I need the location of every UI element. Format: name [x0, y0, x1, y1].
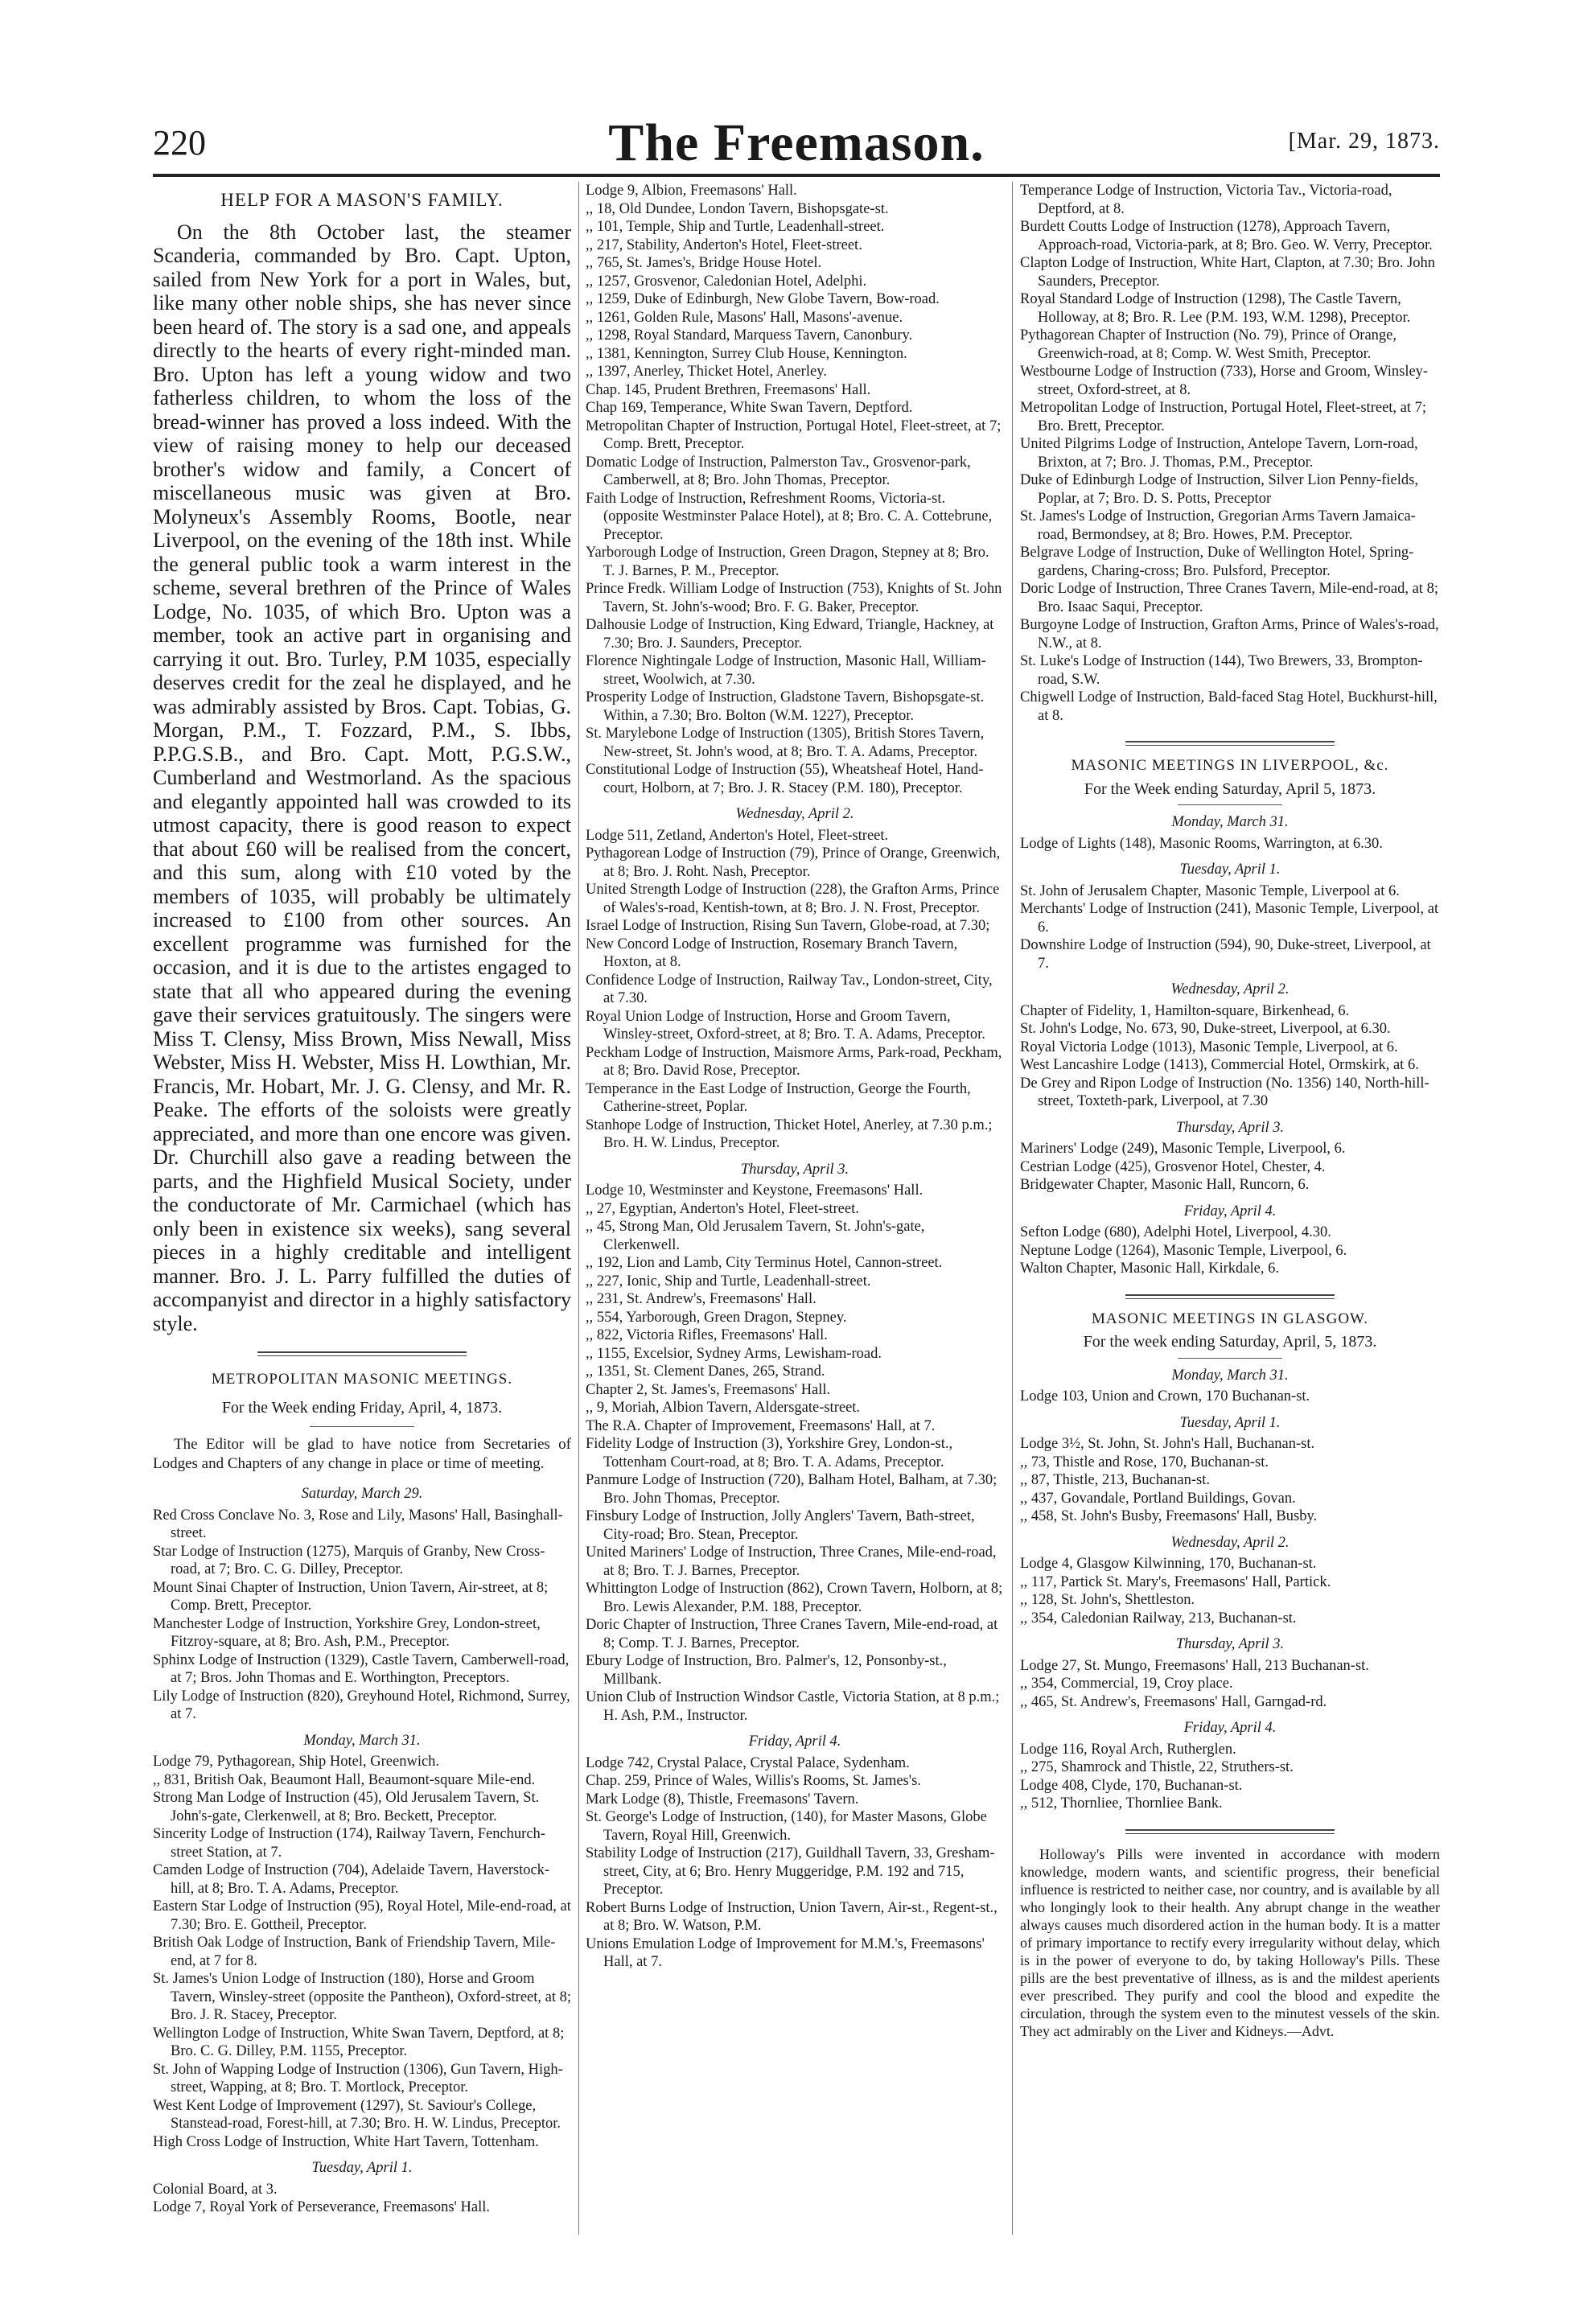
meeting-entry: Camden Lodge of Instruction (704), Adelaide Tavern, Haverstock-hill, at 8; Bro. T. A. Adams, Preceptor. — [153, 1862, 550, 1897]
meeting-entry: Lodge 103, Union and Crown, 170 Buchanan-st. — [1020, 1388, 1310, 1404]
section-divider — [1125, 741, 1335, 746]
meeting-entry: Royal Standard Lodge of Instruction (1298), The Castle Tavern, Holloway, at 8; Bro. R. Lee (P.M. 193, W.M. 1298), Preceptor. — [1020, 291, 1411, 326]
meeting-entry: ,, 192, Lion and Lamb, City Terminus Hotel, Cannon-street. — [586, 1255, 943, 1271]
day-heading: Tuesday, April 1. — [1179, 862, 1281, 878]
meeting-entry: ,, 18, Old Dundee, London Tavern, Bishopsgate-st. — [586, 200, 889, 217]
section-subheading: For the week ending Saturday, April, 5, 1873. — [1083, 1333, 1377, 1351]
meeting-entry: St. James's Union Lodge of Instruction (180), Horse and Groom Tavern, Winsley-street (opposite the Pantheon), Oxford-street, at 8; Bro. J. R. Stacey, Preceptor. — [153, 1971, 572, 2023]
meeting-entry: Confidence Lodge of Instruction, Railway Tav., London-street, City, at 7.30. — [586, 972, 993, 1006]
meeting-entry: Prosperity Lodge of Instruction, Gladstone Tavern, Bishopsgate-st. Within, a 7.30; Bro. Bolton (W.M. 1227), Preceptor. — [586, 689, 985, 724]
meeting-list — [1020, 1388, 1440, 1406]
meeting-entry: Yarborough Lodge of Instruction, Green Dragon, Stepney at 8; Bro. T. J. Barnes, P. M., Preceptor. — [586, 545, 989, 579]
meeting-entry: Manchester Lodge of Instruction, Yorkshire Grey, London-street, Fitzroy-square, at 8; Bro. Ash, P.M., Preceptor. — [153, 1615, 541, 1650]
meeting-entry: Sefton Lodge (680), Adelphi Hotel, Liverpool, 4.30. — [1020, 1224, 1331, 1240]
meeting-entry: ,, 354, Caledonian Railway, 213, Buchanan-st. — [1020, 1610, 1297, 1627]
meeting-entry: West Kent Lodge of Improvement (1297), St. Saviour's College, Stanstead-road, Forest-hill, at 7.30; Bro. H. W. Lindus, Preceptor. — [153, 2097, 561, 2132]
meeting-entry: Peckham Lodge of Instruction, Maismore Arms, Park-road, Peckham, at 8; Bro. David Rose, Preceptor. — [586, 1044, 1002, 1079]
day-heading: Friday, April 4. — [1183, 1203, 1277, 1219]
day-heading: Wednesday, April 2. — [735, 806, 854, 822]
meeting-entry: Panmure Lodge of Instruction (720), Balham Hotel, Balham, at 7.30; Bro. John Thomas, Preceptor. — [586, 1472, 998, 1507]
issue-date: [Mar. 29, 1873. — [1288, 129, 1440, 154]
meeting-entry: Lodge 9, Albion, Freemasons' Hall. — [586, 183, 797, 199]
meeting-entry: Lodge 10, Westminster and Keystone, Freemasons' Hall. — [586, 1182, 923, 1199]
meeting-entry: Strong Man Lodge of Instruction (45), Old Jerusalem Tavern, St. John's-gate, Clerkenwell, at 8; Bro. Beckett, Preceptor. — [153, 1790, 540, 1824]
meeting-entry: Constitutional Lodge of Instruction (55), Wheatsheaf Hotel, Hand-court, Holborn, at 7; Bro. J. R. Stacey (P.M. 180), Preceptor. — [586, 762, 984, 796]
meeting-entry: Walton Chapter, Masonic Hall, Kirkdale, 6. — [1020, 1261, 1279, 1277]
day-heading: Thursday, April 3. — [1175, 1636, 1285, 1652]
short-divider — [310, 1426, 414, 1427]
meeting-entry: Whittington Lodge of Instruction (862), Crown Tavern, Holborn, at 8; Bro. Lewis Alexander, P.M. 188, Preceptor. — [586, 1581, 1003, 1615]
section-divider — [257, 1351, 467, 1356]
meeting-list — [586, 1182, 1004, 1725]
meeting-entry: British Oak Lodge of Instruction, Bank of Friendship Tavern, Mile-end, at 7 for 8. — [153, 1935, 556, 1969]
meeting-entry: Sphinx Lodge of Instruction (1329), Castle Tavern, Camberwell-road, at 7; Bros. John Thomas and E. Worthington, Preceptors. — [153, 1651, 570, 1686]
meeting-entry: ,, 227, Ionic, Ship and Turtle, Leadenhall-street. — [586, 1273, 871, 1289]
column-divider — [1012, 182, 1013, 2235]
meeting-entry: ,, 73, Thistle and Rose, 170, Buchanan-st. — [1020, 1454, 1269, 1470]
meeting-entry: United Pilgrims Lodge of Instruction, Antelope Tavern, Lorn-road, Brixton, at 7; Bro. J. Thomas, P.M., Preceptor. — [1020, 436, 1418, 471]
meeting-entry: Prince Fredk. William Lodge of Instruction (753), Knights of St. John Tavern, St. John's-wood; Bro. F. G. Baker, Preceptor. — [586, 581, 1002, 615]
meeting-entry: Israel Lodge of Instruction, Rising Sun Tavern, Globe-road, at 7.30; — [586, 918, 990, 934]
meeting-entry: United Mariners' Lodge of Instruction, Three Cranes, Mile-end-road, at 8; Bro. T. J. Barnes, Preceptor. — [586, 1544, 997, 1579]
meeting-entry: Mount Sinai Chapter of Instruction, Union Tavern, Air-street, at 8; Comp. Brett, Preceptor. — [153, 1579, 549, 1614]
meeting-entry: St. John of Wapping Lodge of Instruction (1306), Gun Tavern, High-street, Wapping, at 8; Bro. T. Mortlock, Preceptor. — [153, 2061, 563, 2095]
section-subheading: For the Week ending Friday, April, 4, 1873. — [221, 1398, 503, 1417]
meeting-entry: St. James's Lodge of Instruction, Gregorian Arms Tavern Jamaica-road, Bermondsey, at 8; Bro. Howes, P.M. Preceptor. — [1020, 508, 1416, 543]
meeting-entry: Ebury Lodge of Instruction, Bro. Palmer's, 12, Ponsonby-st., Millbank. — [586, 1653, 947, 1688]
meeting-entry: ,, 1259, Duke of Edinburgh, New Globe Tavern, Bow-road. — [586, 291, 940, 307]
meeting-entry: Lodge 116, Royal Arch, Rutherglen. — [1020, 1741, 1236, 1758]
meeting-entry: ,, 458, St. John's Busby, Freemasons' Hall, Busby. — [1020, 1508, 1318, 1524]
section-heading-glasgow: MASONIC MEETINGS IN GLASGOW. — [1092, 1310, 1368, 1327]
meeting-list — [153, 1507, 571, 1724]
meeting-entry: ,, 128, St. John's, Shettleston. — [1020, 1592, 1195, 1608]
meeting-entry: De Grey and Ripon Lodge of Instruction (No. 1356) 140, North-hill-street, Toxteth-park, Liverpool, at 7.30 — [1020, 1075, 1429, 1109]
day-heading: Friday, April 4. — [1183, 1720, 1277, 1736]
meeting-list — [1020, 1741, 1440, 1813]
meeting-list — [1020, 835, 1440, 853]
meeting-entry: Lodge 79, Pythagorean, Ship Hotel, Greenwich. — [153, 1754, 440, 1770]
meeting-entry: Royal Union Lodge of Instruction, Horse and Groom Tavern, Winsley-street, Oxford-street, at 8; Bro. T. A. Adams, Preceptor. — [586, 1008, 985, 1043]
meeting-entry: Pythagorean Chapter of Instruction (No. 79), Prince of Orange, Greenwich-road, at 8; Comp. W. West Smith, Preceptor. — [1020, 327, 1397, 362]
meeting-entry: Lodge 4, Glasgow Kilwinning, 170, Buchanan-st. — [1020, 1556, 1317, 1572]
day-heading: Monday, March 31. — [303, 1732, 421, 1749]
meeting-entry: Florence Nightingale Lodge of Instruction, Masonic Hall, William-street, Woolwich, at 7.30. — [586, 653, 986, 688]
day-heading: Wednesday, April 2. — [1170, 981, 1290, 997]
section-divider — [1125, 1294, 1335, 1299]
meeting-entry: ,, 822, Victoria Rifles, Freemasons' Hall. — [586, 1327, 828, 1343]
meeting-entry: St. John's Lodge, No. 673, 90, Duke-street, Liverpool, at 6.30. — [1020, 1021, 1391, 1037]
advertisement: Holloway's Pills were invented in accordance with modern knowledge, modern wants, and scientific progress, their beneficial influence is restricted to neither case, nor country, and is available by all who longingly look to their health. Any abrupt change in the weather always causes much disordered action in the human body. It is a matter of primary importance to rectify every irregularity without delay, which is in the power of everyone to do, by taking Holloway's Pills. These pills are the best preventative of illness, as is and the mildest aperients ever prescribed. They purify and cool the blood and expedite the circulation, through the system even to the minutest vessels of the skin. They act admirably on the Liver and Kidneys.—Advt. — [1020, 1845, 1440, 2039]
meeting-entry: Stanhope Lodge of Instruction, Thicket Hotel, Anerley, at 7.30 p.m.; Bro. H. W. Lindus, Preceptor. — [586, 1117, 993, 1151]
meeting-list — [586, 182, 1004, 797]
meeting-entry: St. John of Jerusalem Chapter, Masonic Temple, Liverpool at 6. — [1020, 882, 1400, 899]
meeting-entry: Doric Chapter of Instruction, Three Cranes Tavern, Mile-end-road, at 8; Comp. T. J. Barnes, Preceptor. — [586, 1617, 998, 1651]
masthead — [153, 113, 1440, 177]
meeting-entry: Temperance in the East Lodge of Instruction, George the Fourth, Catherine-street, Poplar. — [586, 1080, 971, 1115]
meeting-entry: Lodge 3½, St. John, St. John's Hall, Buchanan-st. — [1020, 1436, 1315, 1452]
meeting-entry: Clapton Lodge of Instruction, White Hart, Clapton, at 7.30; Bro. John Saunders, Preceptor. — [1020, 255, 1436, 290]
meeting-entry: ,, 1261, Golden Rule, Masons' Hall, Masons'-avenue. — [586, 309, 903, 326]
meeting-entry: Mariners' Lodge (249), Masonic Temple, Liverpool, 6. — [1020, 1141, 1346, 1157]
short-divider — [1178, 804, 1282, 805]
meeting-entry: Mark Lodge (8), Thistle, Freemasons' Tavern. — [586, 1791, 859, 1808]
meeting-entry: Eastern Star Lodge of Instruction (95), Royal Hotel, Mile-end-road, at 7.30; Bro. E. Gottheil, Preceptor. — [153, 1898, 571, 1933]
day-heading: Thursday, April 3. — [740, 1161, 849, 1178]
meeting-entry: ,, 437, Govandale, Portland Buildings, Govan. — [1020, 1490, 1296, 1507]
meeting-entry: ,, 1351, St. Clement Danes, 265, Strand. — [586, 1363, 825, 1380]
meeting-entry: ,, 45, Strong Man, Old Jerusalem Tavern, St. John's-gate, Clerkenwell. — [586, 1219, 925, 1253]
meeting-entry: Pythagorean Lodge of Instruction (79), Prince of Orange, Greenwich, at 8; Bro. J. Roht. Nash, Preceptor. — [586, 845, 1001, 880]
meeting-list — [1020, 182, 1440, 725]
section-heading-liverpool: MASONIC MEETINGS IN LIVERPOOL, &c. — [1071, 757, 1389, 774]
meeting-entry: ,, 9, Moriah, Albion Tavern, Aldersgate-street. — [586, 1400, 861, 1416]
page-number: 220 — [153, 123, 206, 162]
meeting-entry: Chap 169, Temperance, White Swan Tavern, Deptford. — [586, 400, 913, 416]
meeting-entry: ,, 1257, Grosvenor, Caledonian Hotel, Adelphi. — [586, 273, 867, 290]
meeting-entry: Sincerity Lodge of Instruction (174), Railway Tavern, Fenchurch-street Station, at 7. — [153, 1826, 545, 1861]
short-divider — [1178, 1358, 1282, 1359]
meeting-list — [586, 827, 1004, 1153]
meeting-entry: Belgrave Lodge of Instruction, Duke of Wellington Hotel, Spring-gardens, Charing-cross; Bro. Pulsford, Preceptor. — [1020, 545, 1414, 579]
column-2 — [586, 182, 1004, 1972]
meeting-entry: ,, 1397, Anerley, Thicket Hotel, Anerley. — [586, 364, 827, 380]
meeting-entry: ,, 117, Partick St. Mary's, Freemasons' Hall, Partick. — [1020, 1573, 1331, 1590]
meeting-entry: St. George's Lodge of Instruction, (140), for Master Masons, Globe Tavern, Royal Hill, Greenwich. — [586, 1809, 987, 1844]
masthead-rule — [153, 174, 1440, 177]
meeting-entry: Doric Lodge of Instruction, Three Cranes Tavern, Mile-end-road, at 8; Bro. Isaac Saqui, Preceptor. — [1020, 581, 1438, 615]
meeting-entry: West Lancashire Lodge (1413), Commercial Hotel, Ormskirk, at 6. — [1020, 1057, 1419, 1073]
meeting-entry: Royal Victoria Lodge (1013), Masonic Temple, Liverpool, at 6. — [1020, 1038, 1398, 1055]
meeting-entry: Metropolitan Chapter of Instruction, Portugal Hotel, Fleet-street, at 7; Comp. Brett, Preceptor. — [586, 417, 1002, 452]
meeting-entry: Lodge 511, Zetland, Anderton's Hotel, Fleet-street. — [586, 827, 889, 844]
meeting-entry: Metropolitan Lodge of Instruction, Portugal Hotel, Fleet-street, at 7; Bro. Brett, Preceptor. — [1020, 400, 1427, 434]
meeting-entry: Lodge 7, Royal York of Perseverance, Freemasons' Hall. — [153, 2199, 490, 2215]
column-1 — [153, 182, 571, 2217]
meeting-entry: High Cross Lodge of Instruction, White Hart Tavern, Tottenham. — [153, 2133, 539, 2150]
meeting-entry: Domatic Lodge of Instruction, Palmerston Tav., Grosvenor-park, Camberwell, at 8; Bro. John Thomas, Preceptor. — [586, 454, 971, 488]
meeting-entry: Finsbury Lodge of Instruction, Jolly Anglers' Tavern, Bath-street, City-road; Bro. Stean, Preceptor. — [586, 1508, 975, 1543]
meeting-list — [153, 1753, 571, 2151]
meeting-list — [1020, 1002, 1440, 1111]
day-heading: Tuesday, April 1. — [311, 2160, 413, 2176]
meeting-entry: United Strength Lodge of Instruction (228), the Grafton Arms, Prince of Wales's-road, Kentish-town, at 8; Bro. J. N. Frost, Preceptor. — [586, 882, 1000, 916]
meeting-entry: St. Marylebone Lodge of Instruction (1305), British Stores Tavern, New-street, St. John's wood, at 8; Bro. T. A. Adams, Preceptor. — [586, 726, 985, 760]
meeting-list — [1020, 1435, 1440, 1526]
day-heading: Friday, April 4. — [748, 1734, 841, 1750]
meeting-entry: ,, 1298, Royal Standard, Marquess Tavern, Canonbury. — [586, 327, 913, 343]
meeting-list — [1020, 882, 1440, 973]
article-body: On the 8th October last, the steamer Scanderia, commanded by Bro. Capt. Upton, sailed from New York for a port in Wales, but, like many other noble ships, she has never since been heard of. The story is a sad one, and appeals directly to the hearts of every right-minded man. Bro. Upton has left a young widow and two fatherless children, to whom the loss of the bread-winner has proved a loss indeed. With the view of raising money to help our deceased brother's widow and family, a Concert of miscellaneous music was given at Bro. Molyneux's Assembly Rooms, Bootle, near Liverpool, on the evening of the 18th inst. While the general public took a warm interest in the scheme, several brethren of the Prince of Wales Lodge, No. 1035, of which Bro. Upton was a member, took an active part in organising and carrying it out. Bro. Turley, P.M 1035, especially deserves credit for the zeal he displayed, and he was admirably assisted by Bros. Capt. Tobias, G. Morgan, P.M., T. Fozzard, P.M., S. Ibbs, P.P.G.S.B., and Bro. Capt. Mott, P.G.S.W., Cumberland and Westmorland. As the spacious and elegantly appointed hall was crowded to its utmost capacity, there is good reason to expect that about £60 will be realised from the concert, and this sum, along with £10 voted by the members of 1035, will probably be ultimately increased to £100 from other sources. An excellent programme was furnished for the occasion, and it is due to the artistes engaged to state that all who appeared during the evening gave their services gratuitously. The singers were Miss T. Clensy, Miss Brown, Miss Newall, Miss Webster, Miss H. Webster, Miss H. Lowthian, Mr. Francis, Mr. Hobart, Mr. J. G. Clensy, and Mr. R. Peake. The efforts of the soloists were greatly appreciated, and more than one encore was given. Dr. Churchill also gave a reading between the parts, and the Highfield Musical Society, under the conductorate of Mr. Carmichael (which has only been in existence six weeks), sang several pieces in a highly creditable and intelligent manner. Bro. J. L. Parry fulfilled the duties of accompanyist and director in a highly satisfactory style. — [153, 220, 571, 1335]
meeting-list — [1020, 1657, 1440, 1712]
meeting-entry: ,, 554, Yarborough, Green Dragon, Stepney. — [586, 1309, 847, 1326]
meeting-entry: Stability Lodge of Instruction (217), Guildhall Tavern, 33, Gresham-street, City, at 6; Bro. Henry Muggeridge, P.M. 192 and 715, Preceptor. — [586, 1845, 995, 1898]
column-divider — [578, 182, 579, 2235]
meeting-list — [153, 2181, 571, 2217]
day-heading: Tuesday, April 1. — [1179, 1414, 1281, 1431]
day-heading: Saturday, March 29. — [301, 1486, 423, 1502]
day-heading: Thursday, April 3. — [1175, 1119, 1285, 1136]
section-subheading: For the Week ending Saturday, April 5, 1873. — [1084, 779, 1376, 798]
meeting-list — [1020, 1140, 1440, 1195]
meeting-entry: Neptune Lodge (1264), Masonic Temple, Liverpool, 6. — [1020, 1242, 1347, 1259]
meeting-entry: Burdett Coutts Lodge of Instruction (1278), Approach Tavern, Approach-road, Victoria-park, at 8; Bro. Geo. W. Verry, Preceptor. — [1020, 219, 1433, 253]
meeting-list — [586, 1754, 1004, 1972]
meeting-entry: Lily Lodge of Instruction (820), Greyhound Hotel, Richmond, Surrey, at 7. — [153, 1688, 570, 1722]
meeting-entry: ,, 101, Temple, Ship and Turtle, Leadenhall-street. — [586, 219, 885, 235]
meeting-entry: Temperance Lodge of Instruction, Victoria Tav., Victoria-road, Deptford, at 8. — [1020, 183, 1392, 217]
meeting-entry: Cestrian Lodge (425), Grosvenor Hotel, Chester, 4. — [1020, 1158, 1326, 1175]
day-heading: Monday, March 31. — [1171, 814, 1289, 830]
meeting-entry: Wellington Lodge of Instruction, White Swan Tavern, Deptford, at 8; Bro. C. G. Dilley, P.M. 1155, Preceptor. — [153, 2025, 565, 2059]
section-divider — [1125, 1829, 1335, 1834]
meeting-entry: Union Club of Instruction Windsor Castle, Victoria Station, at 8 p.m.; H. Ash, P.M., Instructor. — [586, 1689, 1000, 1724]
meeting-entry: ,, 512, Thornliee, Thornliee Bank. — [1020, 1795, 1223, 1812]
meeting-entry: The R.A. Chapter of Improvement, Freemasons' Hall, at 7. — [586, 1417, 936, 1434]
meeting-entry: Robert Burns Lodge of Instruction, Union Tavern, Air-st., Regent-st., at 8; Bro. W. Watson, P.M. — [586, 1899, 998, 1934]
section-heading-metropolitan: METROPOLITAN MASONIC MEETINGS. — [211, 1371, 513, 1388]
meeting-entry: ,, 465, St. Andrew's, Freemasons' Hall, Garngad-rd. — [1020, 1693, 1327, 1710]
meeting-entry: Fidelity Lodge of Instruction (3), Yorkshire Grey, London-st., Tottenham Court-road, at 8; Bro. T. A. Adams, Preceptor. — [586, 1436, 953, 1470]
meeting-entry: Downshire Lodge of Instruction (594), 90, Duke-street, Liverpool, at 7. — [1020, 937, 1431, 972]
meeting-entry: ,, 275, Shamrock and Thistle, 22, Struthers-st. — [1020, 1759, 1294, 1775]
meeting-entry: Chapter of Fidelity, 1, Hamilton-square, Birkenhead, 6. — [1020, 1002, 1350, 1019]
meeting-entry: Burgoyne Lodge of Instruction, Grafton Arms, Prince of Wales's-road, N.W., at 8. — [1020, 617, 1439, 652]
meeting-entry: Unions Emulation Lodge of Improvement for M.M.'s, Freemasons' Hall, at 7. — [586, 1935, 985, 1970]
meeting-entry: St. Luke's Lodge of Instruction (144), Two Brewers, 33, Brompton-road, S.W. — [1020, 653, 1423, 688]
meeting-list — [1020, 1555, 1440, 1627]
meeting-entry: Dalhousie Lodge of Instruction, King Edward, Triangle, Hackney, at 7.30; Bro. J. Saunders, Preceptor. — [586, 617, 994, 652]
meeting-entry: Chapter 2, St. James's, Freemasons' Hall. — [586, 1381, 831, 1398]
meeting-entry: ,, 231, St. Andrew's, Freemasons' Hall. — [586, 1291, 817, 1307]
meeting-entry: Lodge 27, St. Mungo, Freemasons' Hall, 213 Buchanan-st. — [1020, 1657, 1369, 1674]
editor-note: The Editor will be glad to have notice from Secretaries of Lodges and Chapters of any change in place or time of meeting. — [153, 1436, 571, 1472]
meeting-entry: Bridgewater Chapter, Masonic Hall, Runcorn, 6. — [1020, 1177, 1310, 1193]
meeting-entry: New Concord Lodge of Instruction, Rosemary Branch Tavern, Hoxton, at 8. — [586, 936, 958, 970]
meeting-entry: Chap. 259, Prince of Wales, Willis's Rooms, St. James's. — [586, 1773, 921, 1789]
meeting-entry: ,, 1381, Kennington, Surrey Club House, Kennington. — [586, 345, 907, 362]
meeting-entry: Duke of Edinburgh Lodge of Instruction, Silver Lion Penny-fields, Poplar, at 7; Bro. D. S. Potts, Preceptor — [1020, 472, 1418, 507]
meeting-entry: Chigwell Lodge of Instruction, Bald-faced Stag Hotel, Buckhurst-hill, at 8. — [1020, 689, 1438, 724]
day-heading: Monday, March 31. — [1171, 1367, 1289, 1384]
meeting-entry: ,, 354, Commercial, 19, Croy place. — [1020, 1676, 1233, 1692]
article-heading: HELP FOR A MASON'S FAMILY. — [220, 190, 504, 210]
meeting-entry: Chap. 145, Prudent Brethren, Freemasons' Hall. — [586, 381, 871, 398]
newspaper-title: The Freemason. — [608, 113, 985, 172]
meeting-entry: Lodge 408, Clyde, 170, Buchanan-st. — [1020, 1777, 1243, 1794]
meeting-entry: ,, 217, Stability, Anderton's Hotel, Fleet-street. — [586, 236, 862, 253]
meeting-entry: Faith Lodge of Instruction, Refreshment Rooms, Victoria-st. (opposite Westminster Palace Hotel), at 8; Bro. C. A. Cottebrune, Preceptor. — [586, 490, 993, 543]
meeting-entry: Red Cross Conclave No. 3, Rose and Lily, Masons' Hall, Basinghall-street. — [153, 1507, 563, 1541]
meeting-entry: ,, 765, St. James's, Bridge House Hotel. — [586, 255, 822, 271]
meeting-entry: ,, 27, Egyptian, Anderton's Hotel, Fleet-street. — [586, 1200, 859, 1217]
meeting-entry: Lodge of Lights (148), Masonic Rooms, Warrington, at 6.30. — [1020, 835, 1383, 852]
meeting-entry: Star Lodge of Instruction (1275), Marquis of Granby, New Cross-road, at 7; Bro. C. G. Dilley, Preceptor. — [153, 1543, 545, 1577]
meeting-entry: Merchants' Lodge of Instruction (241), Masonic Temple, Liverpool, at 6. — [1020, 901, 1439, 936]
meeting-entry: Westbourne Lodge of Instruction (733), Horse and Groom, Winsley-street, Oxford-street, at 8. — [1020, 364, 1429, 398]
day-heading: Wednesday, April 2. — [1170, 1534, 1290, 1551]
column-3 — [1020, 182, 1440, 2040]
meeting-entry: Colonial Board, at 3. — [153, 2181, 278, 2198]
meeting-entry: ,, 1155, Excelsior, Sydney Arms, Lewisham-road. — [586, 1345, 882, 1362]
meeting-entry: ,, 87, Thistle, 213, Buchanan-st. — [1020, 1472, 1211, 1488]
meeting-list — [1020, 1224, 1440, 1278]
meeting-entry: ,, 831, British Oak, Beaumont Hall, Beaumont-square Mile-end. — [153, 1771, 536, 1788]
meeting-entry: Lodge 742, Crystal Palace, Crystal Palace, Sydenham. — [586, 1754, 910, 1771]
